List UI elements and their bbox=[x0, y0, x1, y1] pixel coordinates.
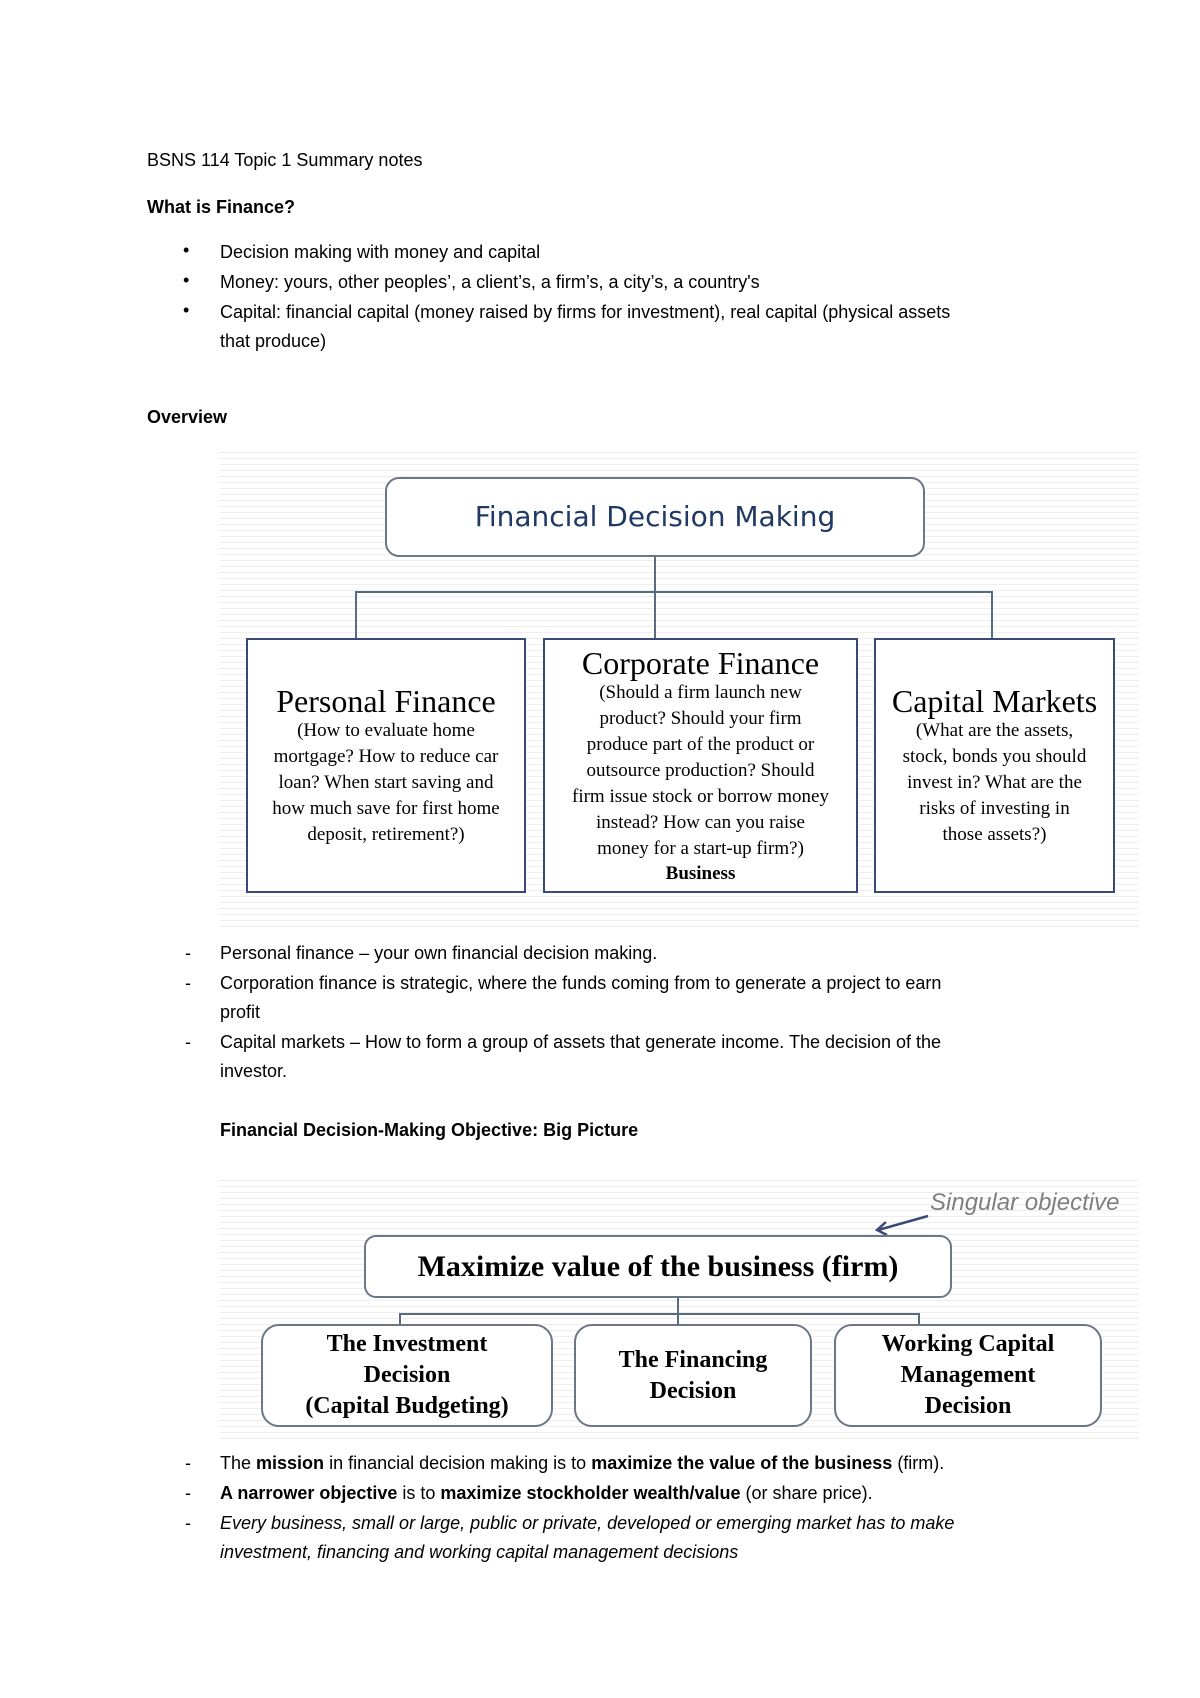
corporate-finance-title: Corporate Finance bbox=[581, 645, 820, 681]
bullet-icon: • bbox=[183, 270, 190, 290]
financing-decision-box bbox=[574, 1324, 812, 1427]
section-heading-objective: Financial Decision-Making Objective: Big Picture bbox=[220, 1120, 639, 1140]
corporate-finance-desc: instead? How can you raise bbox=[596, 812, 805, 833]
overview-note: Capital markets – How to form a group of assets that generate income. The decision of the bbox=[220, 1032, 942, 1052]
investment-decision-line: Decision bbox=[363, 1362, 451, 1388]
dash-icon: - bbox=[185, 1032, 191, 1052]
connector-line bbox=[654, 557, 656, 592]
section-heading-what-is-finance: What is Finance? bbox=[147, 197, 296, 217]
diagram-root-maximize-value: Maximize value of the business (firm) bbox=[364, 1235, 952, 1298]
document-title: BSNS 114 Topic 1 Summary notes bbox=[147, 150, 423, 170]
corporate-finance-desc: product? Should your firm bbox=[599, 708, 802, 729]
personal-finance-desc: loan? When start saving and bbox=[278, 772, 494, 793]
corporate-finance-desc: firm issue stock or borrow money bbox=[572, 786, 829, 807]
personal-finance-desc: deposit, retirement?) bbox=[307, 824, 465, 845]
objective-note-every-business: Every business, small or large, public or private, developed or emerging market has to make bbox=[220, 1513, 955, 1533]
finance-bullet: Money: yours, other peoples’, a client’s, a firm’s, a city’s, a country's bbox=[220, 272, 760, 292]
financing-decision-line: Decision bbox=[649, 1377, 737, 1404]
capital-markets-box bbox=[874, 638, 1115, 893]
overview-note-continued: profit bbox=[220, 1002, 261, 1022]
dash-icon: - bbox=[185, 1453, 191, 1473]
bullet-icon: • bbox=[183, 300, 190, 320]
finance-bullet: Capital: financial capital (money raised by firms for investment), real capital (physical assets bbox=[220, 302, 951, 322]
objective-note-narrower: A narrower objective is to maximize stockholder wealth/value (or share price). bbox=[220, 1483, 873, 1503]
personal-finance-desc: (How to evaluate home bbox=[297, 720, 475, 741]
personal-finance-desc: how much save for first home bbox=[272, 798, 500, 819]
working-capital-decision-box bbox=[834, 1324, 1102, 1427]
finance-bullet: Decision making with money and capital bbox=[220, 242, 541, 262]
bullet-icon: • bbox=[183, 240, 190, 260]
capital-markets-desc: stock, bonds you should bbox=[902, 746, 1087, 767]
working-capital-decision-line: Decision bbox=[924, 1393, 1012, 1419]
connector-line bbox=[355, 591, 357, 638]
corporate-finance-desc: (Should a firm launch new bbox=[599, 682, 802, 703]
financing-decision-line: The Financing bbox=[618, 1346, 768, 1373]
overview-note: Corporation finance is strategic, where the funds coming from to generate a project to earn bbox=[220, 973, 942, 993]
connector-line bbox=[654, 591, 656, 638]
capital-markets-desc: risks of investing in bbox=[919, 798, 1070, 819]
investment-decision-line: The Investment bbox=[326, 1331, 488, 1357]
section-heading-overview: Overview bbox=[147, 407, 228, 427]
dash-icon: - bbox=[185, 1513, 191, 1533]
personal-finance-box bbox=[246, 638, 526, 893]
diagram-root-financial-decision-making: Financial Decision Making bbox=[385, 477, 925, 557]
personal-finance-desc: mortgage? How to reduce car bbox=[273, 746, 499, 767]
connector-line bbox=[677, 1298, 679, 1314]
corporate-finance-box bbox=[543, 638, 858, 893]
finance-bullet-continued: that produce) bbox=[220, 331, 327, 351]
dash-icon: - bbox=[185, 943, 191, 963]
capital-markets-desc: those assets?) bbox=[942, 824, 1047, 845]
investment-decision-box bbox=[261, 1324, 553, 1427]
overview-note: Personal finance – your own financial decision making. bbox=[220, 943, 658, 963]
connector-line bbox=[991, 591, 993, 638]
dash-icon: - bbox=[185, 973, 191, 993]
singular-objective-annotation: Singular objective bbox=[930, 1189, 1120, 1216]
connector-line bbox=[399, 1313, 920, 1315]
connector-line bbox=[355, 591, 993, 593]
corporate-finance-desc: money for a start-up firm?) bbox=[597, 838, 804, 859]
overview-note-continued: investor. bbox=[220, 1061, 288, 1081]
capital-markets-title: Capital Markets bbox=[891, 683, 1098, 719]
investment-decision-line: (Capital Budgeting) bbox=[305, 1393, 509, 1419]
corporate-finance-footer: Business bbox=[665, 863, 736, 884]
working-capital-decision-line: Management bbox=[900, 1362, 1036, 1388]
working-capital-decision-line: Working Capital bbox=[881, 1331, 1055, 1357]
corporate-finance-desc: produce part of the product or bbox=[586, 734, 815, 755]
capital-markets-desc: (What are the assets, bbox=[915, 720, 1074, 741]
personal-finance-title: Personal Finance bbox=[276, 683, 496, 719]
corporate-finance-desc: outsource production? Should bbox=[586, 760, 815, 781]
objective-note-every-business-continued: investment, financing and working capital management decisions bbox=[220, 1542, 739, 1562]
objective-note-mission: The mission in financial decision making is to maximize the value of the business (firm). bbox=[220, 1453, 945, 1473]
capital-markets-desc: invest in? What are the bbox=[907, 772, 1082, 793]
dash-icon: - bbox=[185, 1483, 191, 1503]
